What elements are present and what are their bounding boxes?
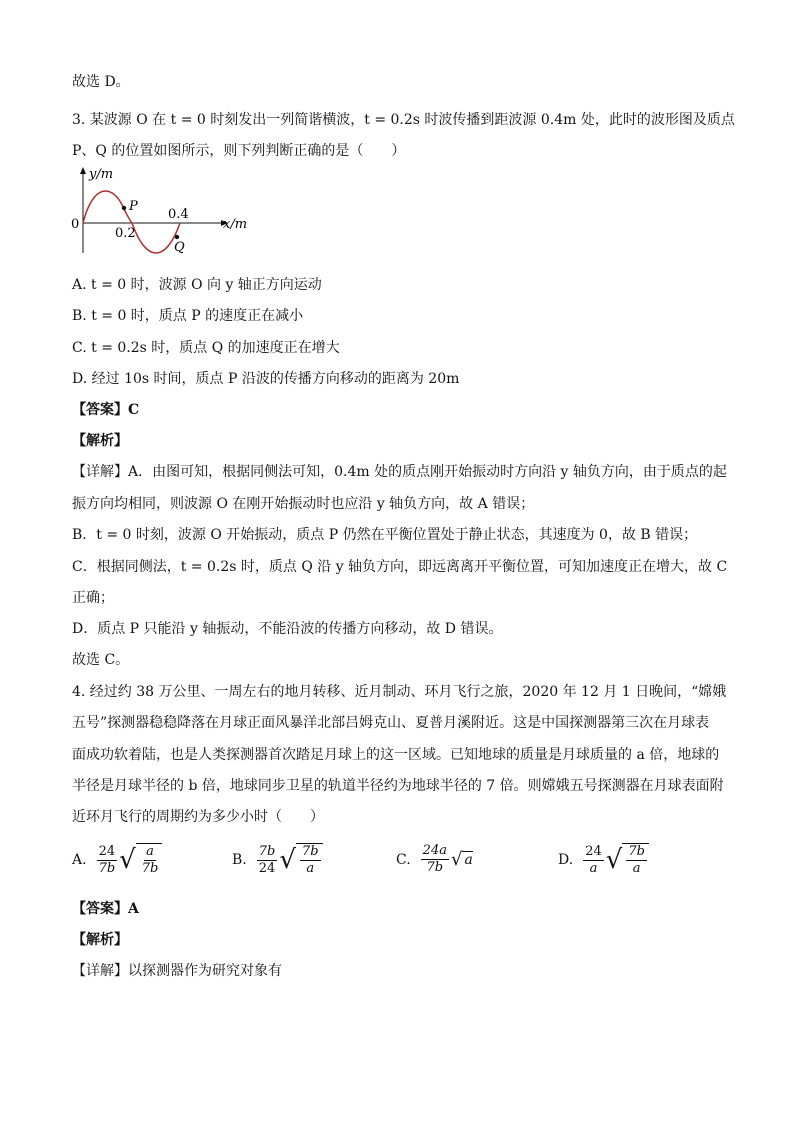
x-axis-label: x/m [223, 217, 248, 232]
tick-label-0-2: 0.2 [115, 226, 136, 241]
origin-label: 0 [71, 217, 80, 232]
point-q-marker [175, 235, 179, 239]
choice-d-sqrt-num: 7b [628, 844, 645, 859]
tick-label-0-4: 0.4 [168, 207, 189, 222]
option-d: D. 经过 10s 时间，质点 P 沿波的传播方向移动的距离为 20m [72, 371, 460, 387]
choice-d-sqrt: √ $\frac{7b}{a}$ [606, 843, 649, 877]
choice-c [396, 843, 473, 876]
point-p-label: P [129, 199, 138, 214]
choice-d-sqrt-den: a [632, 861, 641, 876]
choice-a-sqrt-num: a [146, 844, 154, 859]
choice-b-sqrt: √ $\frac{7b}{a}$ [279, 843, 322, 877]
line-answer-prev: 故选 D。 [72, 74, 130, 90]
choice-a [72, 843, 162, 877]
question-4-line-4: 半径是月球半径的 b 倍，地球同步卫星的轨道半径约为地球半径的 7 倍。则嫦娥五号探测器在月球表面附 [72, 778, 724, 794]
choice-b-sqrt-den: a [306, 861, 315, 876]
analysis-label-4: 【解析】 [72, 932, 128, 948]
option-a: A. t = 0 时，波源 O 向 y 轴正方向运动 [72, 277, 322, 293]
choice-a-fraction [97, 844, 118, 877]
detail-line-8: 【详解】以探测器作为研究对象有 [72, 963, 282, 979]
y-axis-arrow [80, 167, 86, 174]
detail-line-7: 故选 C。 [72, 652, 130, 668]
question-3-line-1: 3. 某波源 O 在 t = 0 时刻发出一列简谐横波，t = 0.2s 时波传播到距波源 0.4m 处，此时的波形图及质点 [72, 112, 735, 128]
choice-a-label: A. [72, 852, 87, 868]
choice-c-fraction [421, 843, 449, 876]
choice-a-denominator: 7b [98, 860, 116, 876]
detail-line-3: B．t = 0 时刻，波源 O 开始振动，质点 P 仍然在平衡位置处于静止状态，其速度为 0，故 B 错误； [72, 527, 698, 543]
choice-c-sqrt: √ a [450, 848, 473, 870]
detail-line-6: D．质点 P 只能沿 y 轴振动，不能沿波的传播方向移动，故 D 错误。 [72, 621, 503, 637]
analysis-label-3: 【解析】 [72, 433, 128, 449]
choice-c-denominator: 7b [426, 860, 444, 875]
question-4-line-2: 五号”探测器稳稳降落在月球正面风暴洋北部吕姆克山、夏普月溪附近。这是中国探测器第三次在月球表 [72, 715, 710, 731]
option-b: B. t = 0 时，质点 P 的速度正在减小 [72, 308, 304, 324]
question-3-line-2: P、Q 的位置如图所示，则下列判断正确的是（ ） [72, 143, 406, 159]
detail-line-1: 【详解】A．由图可知，根据同侧法可知，0.4m 处的质点刚开始振动时方向沿 y 轴负方向，由于质点的起 [72, 464, 727, 480]
choice-d-denominator: a [589, 860, 598, 876]
detail-line-4: C．根据同侧法，t = 0.2s 时，质点 Q 沿 y 轴负方向，即远离离开平衡位置，可知加速度正在增大，故 C [72, 559, 728, 575]
choice-a-sqrt-den: 7b [141, 861, 159, 876]
choice-b-fraction [257, 844, 278, 877]
answer-label-3: 【答案】C [72, 402, 140, 418]
choice-d-fraction [583, 844, 604, 877]
question-4-line-5: 近环月飞行的周期约为多少小时（ ） [72, 809, 324, 825]
choice-b-label: B. [232, 852, 247, 868]
choice-d-numerator: 24 [585, 843, 602, 859]
choice-d [558, 843, 649, 877]
choice-c-numerator: 24a [422, 843, 447, 858]
choice-b-denominator: 24 [258, 860, 276, 876]
option-c: C. t = 0.2s 时，质点 Q 的加速度正在增大 [72, 340, 340, 356]
answer-label-4: 【答案】A [72, 901, 139, 917]
choice-c-label: C. [396, 851, 411, 868]
choice-d-label: D. [558, 852, 574, 868]
choice-b-numerator: 7b [258, 843, 276, 859]
choice-b [232, 843, 323, 877]
detail-line-5: 正确； [72, 590, 114, 606]
detail-line-2: 振方向均相同，则波源 O 在刚开始振动时也应沿 y 轴负方向，故 A 错误； [72, 496, 535, 512]
question-4-line-3: 面成功软着陆，也是人类探测器首次踏足月球上的这一区域。已知地球的质量是月球质量的 a 倍，地球的 [72, 747, 720, 763]
choice-a-sqrt: √ $\frac{a}{7b}$ [119, 843, 162, 877]
choice-b-sqrt-num: 7b [301, 844, 319, 859]
question-4-line-1: 4. 经过约 38 万公里、一周左右的地月转移、近月制动、环月飞行之旅，2020 年 12 月 1 日晚间，“嫦娥 [72, 684, 727, 700]
y-axis-label: y/m [89, 167, 114, 182]
wave-figure [66, 165, 256, 255]
point-q-label: Q [174, 240, 185, 255]
point-p-marker [122, 206, 126, 210]
choice-a-numerator: 24 [98, 843, 116, 859]
choice-c-sqrt-arg: a [464, 852, 473, 868]
